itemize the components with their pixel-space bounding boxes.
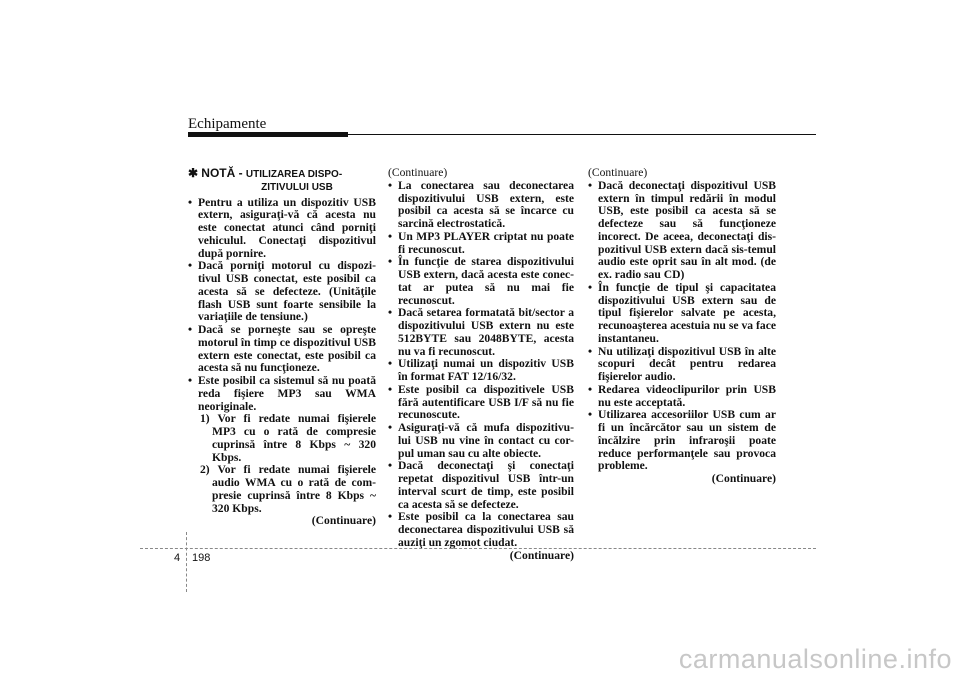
bullet-icon: • [388, 357, 393, 371]
bullet-text: Dacă deconectaţi dispozitivul USB extern în timpul redării în modul USB, este posibil ca acesta să se defecteze sau să funcţioneze incorect. De aceea, deconectaţi dis-pozitivul USB extern dacă sis-temul audio este oprit sau în alt mod. (de ex. radio sau CD) [598, 178, 776, 281]
bullet-text: Redarea videoclipurilor prin USB nu este acceptată. [598, 382, 776, 409]
bullet-item [188, 324, 376, 375]
bullet-item [388, 511, 574, 549]
note-label: NOTĂ - [201, 166, 243, 180]
bullet-item [388, 307, 574, 358]
bullet-icon: • [388, 178, 393, 192]
bullet-item [588, 282, 776, 346]
footer-vertical-divider [186, 532, 187, 592]
continued-label: (Continuare) [711, 472, 776, 485]
bullet-text: Utilizaţi numai un dispozitiv USB în format FAT 12/16/32. [398, 357, 574, 383]
bullet-icon: • [188, 374, 193, 387]
bullet-icon: • [588, 408, 593, 422]
header-rule-line [348, 134, 816, 135]
bullet-text: În funcţie de tipul şi capacitatea dispozitivului USB extern sau de tipul fişierelor salvate pe acesta, recunoaşterea acestuia nu se va face instantaneu. [598, 280, 776, 345]
page-number: 198 [192, 552, 211, 564]
page-header-title: Echipamente [188, 116, 267, 132]
continued-head: (Continuare) [388, 166, 448, 179]
bullet-text: Utilizarea accesoriilor USB cum ar fi un încărcător sau un sistem de încălzire prin infraroşii poate reduce performanţele sau provoca probleme. [598, 408, 776, 473]
continued-label: (Continuare) [509, 548, 574, 562]
bullet-icon: • [388, 382, 393, 396]
bullet-item [188, 260, 376, 324]
bullet-icon: • [388, 229, 393, 243]
bullet-text: Dacă porniţi motorul cu dispozi-tivul USB conectat, este posibil ca acesta să se defecteze. (Unităţile flash USB sunt foarte sensibile la variaţiile de tensiune.) [198, 259, 376, 324]
continued-label: (Continuare) [311, 514, 376, 528]
bullet-icon: • [388, 255, 393, 269]
bullet-icon: • [188, 323, 193, 336]
bullet-text: Dacă deconectaţi şi conectaţi repetat dispozitivul USB într-un interval scurt de timp, este posibil ca acesta să se defecteze. [398, 459, 574, 511]
bullet-item [388, 180, 574, 231]
column-2 [388, 167, 574, 562]
note-symbol-icon: ✱ [188, 166, 199, 180]
bullet-item [588, 384, 776, 410]
header-rule-bar [188, 132, 348, 137]
footer-divider [140, 548, 816, 549]
bullet-item [388, 256, 574, 307]
column-1 [188, 167, 376, 528]
chapter-number: 4 [174, 552, 181, 564]
note-title-line1: UTILIZAREA DISPO- [245, 169, 343, 180]
bullet-icon: • [588, 280, 593, 294]
bullet-text: Pentru a utiliza un dispozitiv USB extern, asiguraţi-vă că acesta nu este conectat atunci când porniţi vehiculul. Conectaţi dispozitivul după pornire. [198, 195, 376, 260]
bullet-text: Un MP3 PLAYER criptat nu poate fi recunoscut. [398, 229, 574, 256]
bullet-item [588, 346, 776, 384]
bullet-icon: • [188, 259, 193, 273]
continued-head: (Continuare) [588, 166, 648, 179]
bullet-icon: • [388, 459, 393, 473]
bullet-item [388, 422, 574, 460]
bullet-icon: • [588, 178, 593, 192]
bullet-item [388, 231, 574, 257]
bullet-text: La conectarea sau deconectarea dispozitivului USB extern, este posibil ca acesta să se încarce cu sarcină electrostatică. [398, 178, 574, 230]
bullet-text: Este posibil ca sistemul să nu poată reda fişiere MP3 sau WMA neoriginale. [198, 374, 376, 413]
bullet-item [388, 358, 574, 384]
bullet-icon: • [388, 421, 393, 434]
bullet-icon: • [588, 382, 593, 396]
bullet-text: În funcţie de starea dispozitivului USB extern, dacă acesta este conec-tat ar putea să nu mai fie recunoscut. [398, 255, 574, 307]
bullet-text: Nu utilizaţi dispozitivul USB în alte scopuri decât pentru redarea fişierelor audio. [598, 344, 776, 383]
sub-item: 1) Vor fi redate numai fişierele MP3 cu o rată de compresie cuprinsă între 8 Kbps ~ 320 Kbps. [200, 412, 376, 464]
bullet-item [388, 460, 574, 511]
bullet-icon: • [388, 306, 393, 320]
bullet-icon: • [188, 195, 193, 209]
bullet-item [188, 197, 376, 261]
watermark: carmanualsonline.info [678, 644, 952, 674]
bullet-item [188, 375, 376, 413]
bullet-icon: • [588, 344, 593, 358]
bullet-text: Este posibil ca la conectarea sau deconectarea dispozitivului USB să auziţi un zgomot ciudat. [398, 510, 574, 549]
note-title-line2: ZITIVULUI USB [261, 181, 333, 193]
bullet-item [588, 409, 776, 473]
bullet-text: Este posibil ca dispozitivele USB fără autentificare USB I/F să nu fie recunoscute. [398, 382, 574, 422]
column-3 [588, 167, 776, 486]
bullet-item [588, 180, 776, 282]
bullet-text: Asiguraţi-vă că mufa dispozitivu-lui USB nu vine în contact cu cor-pul uman sau cu alte obiecte. [398, 421, 574, 460]
bullet-text: Dacă se porneşte sau se opreşte motorul în timp ce dispozitivul USB extern este conectat, este posibil ca acesta să nu funcţioneze. [198, 323, 376, 375]
bullet-text: Dacă setarea formatată bit/sector a dispozitivului USB extern nu este 512BYTE sau 2048BYTE, acesta nu va fi recunoscut. [398, 306, 574, 358]
note-title [188, 167, 376, 195]
bullet-item [388, 384, 574, 422]
bullet-icon: • [388, 510, 393, 524]
sub-item: 2) Vor fi redate numai fişierele audio WMA cu o rată de com-presie cuprinsă între 8 Kbps ~ 320 Kbps. [200, 463, 376, 515]
